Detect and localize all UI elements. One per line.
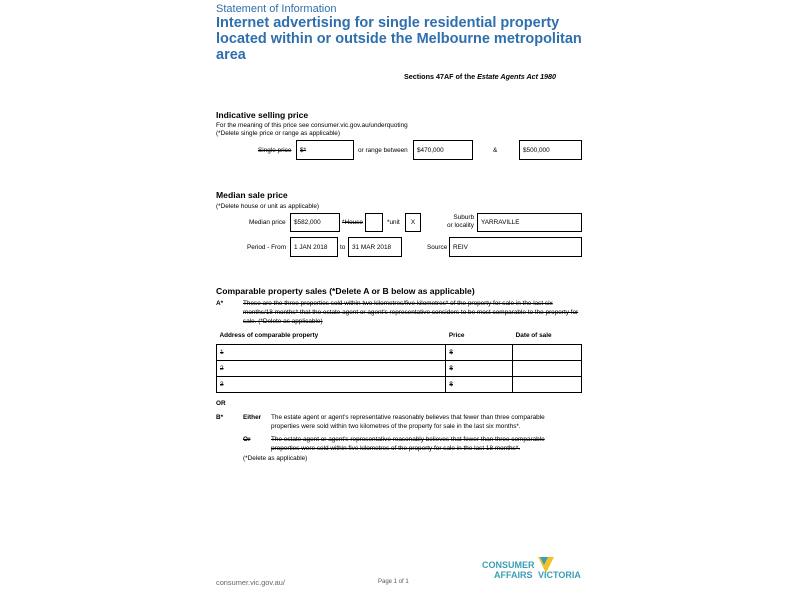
logo-text-line2: AFFAIRS (494, 570, 533, 580)
address-cell[interactable] (217, 360, 446, 376)
house-checkbox[interactable] (365, 213, 383, 232)
option-b-label: B* (216, 414, 224, 421)
indicative-note-2: (*Delete single price or range as applicable) (216, 130, 340, 137)
indicative-note-1: For the meaning of this price see consumer.vic.gov.au/underquoting (216, 122, 408, 129)
unit-label: *unit (387, 219, 400, 226)
range-low-value: $470,000 (417, 146, 444, 154)
price-cell[interactable] (446, 360, 513, 376)
either-text: The estate agent or agent's representative reasonably believes that fewer than three comparable properties were sold within two kilometres of the property for sale in the last six months*. (271, 414, 545, 430)
date-header: Date of sale (515, 332, 552, 340)
median-price-value: $582,000 (294, 219, 321, 226)
suburb-label-line1: Suburb (453, 214, 474, 221)
logo-text-line3: VICTORIA (538, 570, 581, 580)
price-header: Price (448, 332, 465, 340)
date-cell[interactable] (513, 344, 582, 360)
address-header: Address of comparable property (219, 332, 319, 340)
suburb-label (440, 214, 474, 230)
range-high-field[interactable] (519, 140, 582, 160)
period-from-value: 1 JAN 2018 (294, 243, 328, 251)
price-cell[interactable] (446, 376, 513, 392)
period-to-label: to (340, 244, 346, 251)
single-price-value: $* (300, 146, 307, 154)
unit-value: X (410, 219, 416, 226)
document-subtitle: Statement of Information (216, 3, 337, 15)
and-label: & (493, 147, 498, 154)
indicative-heading: Indicative selling price (216, 110, 309, 120)
source-label: Source (427, 244, 448, 251)
or2-label: Or (243, 436, 251, 443)
row-price: $ (449, 364, 453, 372)
unit-checkbox[interactable] (405, 213, 421, 232)
document-title: Internet advertising for single residential property located within or outside the Melbourne metropolitan area (216, 15, 582, 63)
suburb-value: YARRAVILLE (481, 219, 520, 226)
logo-graphic (482, 555, 592, 587)
option-a-label: A* (216, 300, 224, 307)
table-row (217, 360, 582, 376)
row-price: $ (449, 380, 453, 388)
period-from-field[interactable] (290, 237, 338, 257)
comparable-heading: Comparable property sales (*Delete A or B below as applicable) (216, 286, 475, 296)
delete-note: (*Delete as applicable) (243, 455, 308, 462)
either-label: Either (243, 414, 262, 421)
single-price-field[interactable] (296, 140, 354, 160)
range-label: or range between (358, 147, 408, 154)
range-high-value: $500,000 (523, 146, 550, 154)
suburb-field[interactable] (477, 213, 582, 232)
table-row (217, 376, 582, 392)
period-to-field[interactable] (348, 237, 402, 257)
period-from-label: Period - From (247, 244, 287, 251)
row-number: 3 (220, 380, 224, 388)
sections-reference (404, 72, 556, 81)
sections-prefix: Sections 47AF of the (404, 72, 476, 81)
table-header-row (217, 328, 582, 344)
date-cell[interactable] (513, 360, 582, 376)
table-row (217, 344, 582, 360)
row-number: 1 (220, 348, 224, 356)
consumer-affairs-logo (482, 555, 592, 587)
house-label: *House (342, 219, 363, 226)
median-note: (*Delete house or unit as applicable) (216, 203, 320, 210)
price-cell[interactable] (446, 344, 513, 360)
date-cell[interactable] (513, 376, 582, 392)
address-cell[interactable] (217, 344, 446, 360)
row-price: $ (449, 348, 453, 356)
median-price-label: Median price (249, 219, 286, 226)
source-field[interactable] (449, 237, 582, 257)
footer-url[interactable]: consumer.vic.gov.au/ (216, 578, 285, 587)
comparable-table (216, 328, 582, 393)
range-low-field[interactable] (413, 140, 473, 160)
row-number: 2 (220, 364, 224, 372)
median-price-field[interactable] (290, 213, 340, 232)
sections-act: Estate Agents Act 1980 (477, 72, 557, 81)
suburb-label-line2: or locality (447, 222, 474, 229)
logo-text-line1: CONSUMER (482, 560, 535, 570)
page-number: Page 1 of 1 (378, 579, 409, 585)
single-price-label: Single price (258, 147, 292, 154)
source-value: REIV (453, 243, 468, 251)
option-a-text: These are the three properties sold within two kilometres/five kilometres* of the property for sale in the last six months/18 months* that the estate agent or agent's representative considers to be most comparable to the property for sale. (*Delete as applicable) (243, 300, 579, 325)
period-to-value: 31 MAR 2018 (352, 243, 392, 251)
median-heading: Median sale price (216, 190, 288, 200)
address-cell[interactable] (217, 376, 446, 392)
or-label: OR (216, 400, 226, 407)
or2-text: The estate agent or agent's representative reasonably believes that fewer than three comparable properties were sold within five kilometres of the property for sale in the last 18 months*. (271, 436, 545, 452)
